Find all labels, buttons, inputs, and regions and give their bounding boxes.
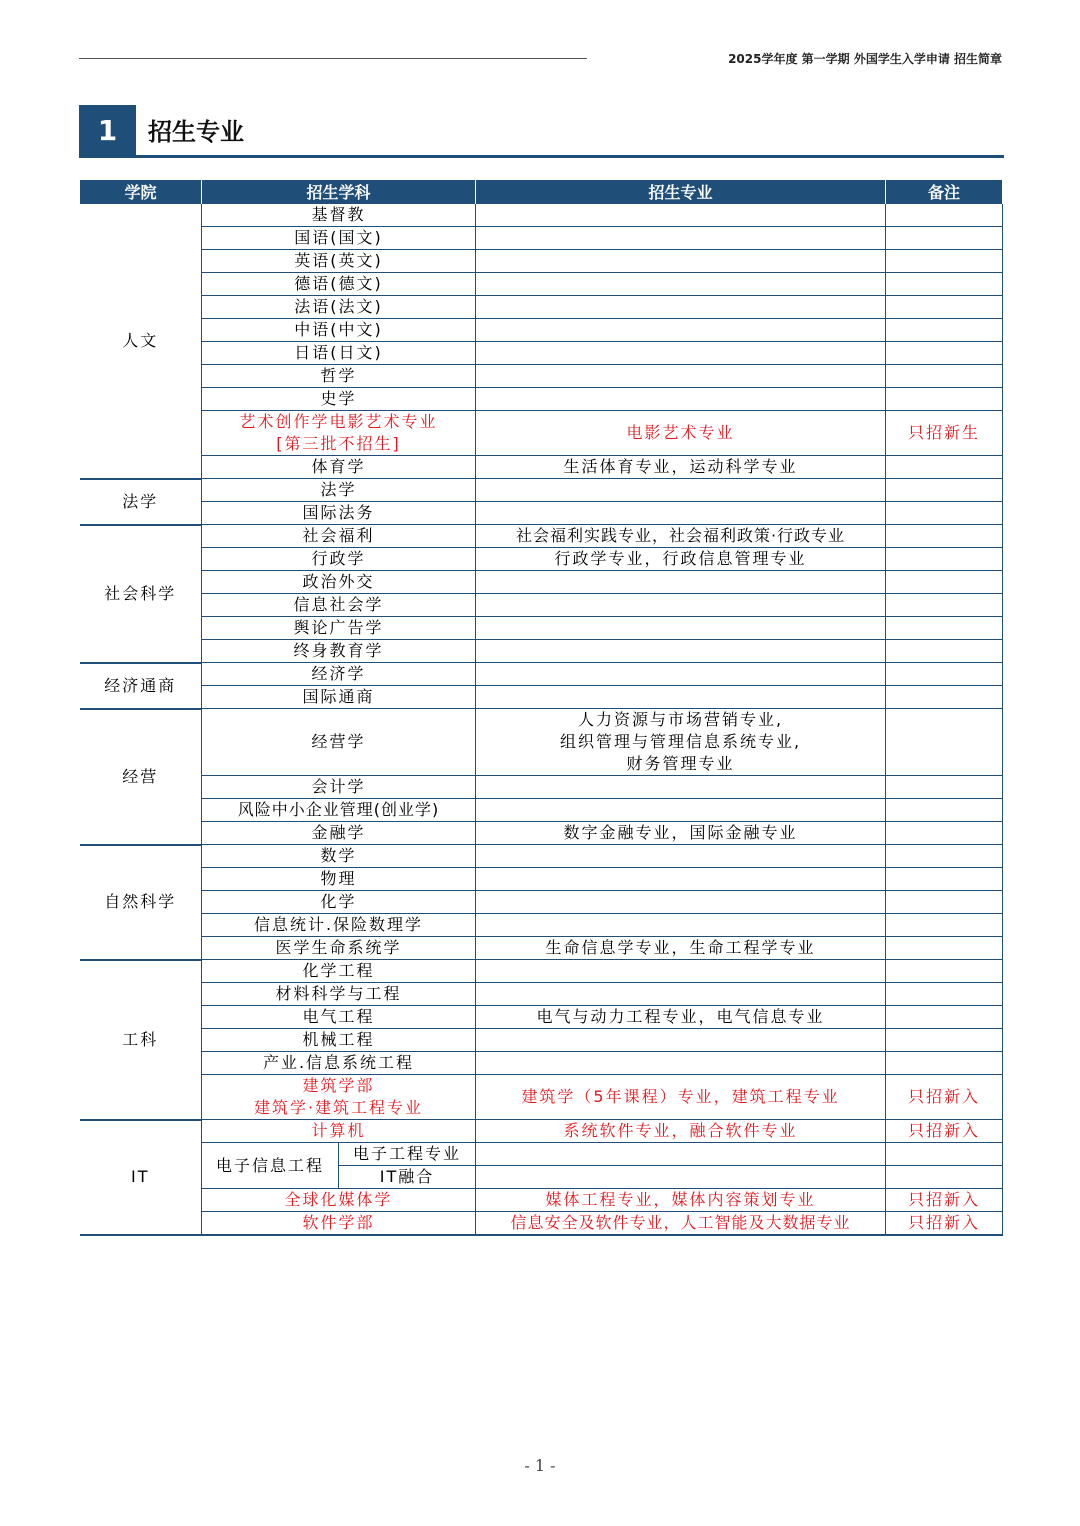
subject-cell: 舆论广告学 — [202, 617, 476, 640]
note-cell — [886, 686, 1003, 709]
note-cell — [886, 227, 1003, 250]
note-cell — [886, 250, 1003, 273]
major-cell — [476, 983, 886, 1006]
section-rule — [79, 155, 1004, 158]
major-cell — [476, 709, 886, 776]
subject-cell: 英语(英文) — [202, 250, 476, 273]
note-cell — [886, 548, 1003, 571]
major-cell — [476, 845, 886, 868]
table-row — [80, 914, 1003, 937]
subject-cell: 史学 — [202, 388, 476, 411]
college-cell: IT — [80, 1120, 202, 1236]
subject-cell: 数学 — [202, 845, 476, 868]
header-rule — [79, 58, 587, 59]
note-cell — [886, 273, 1003, 296]
subject-cell: 金融学 — [202, 822, 476, 845]
table-row — [80, 617, 1003, 640]
subject-cell: 日语(日文) — [202, 342, 476, 365]
major-cell — [476, 319, 886, 342]
table-row — [80, 822, 1003, 845]
note-cell — [886, 914, 1003, 937]
subject-cell: 计算机 — [202, 1120, 476, 1143]
col-header-major: 招生专业 — [476, 180, 886, 204]
document-header-title: 2025学年度 第一学期 外国学生入学申请 招生简章 — [728, 52, 1002, 66]
table-row — [80, 1143, 1003, 1166]
note-cell — [886, 937, 1003, 960]
note-cell — [886, 571, 1003, 594]
subject-cell: 基督教 — [202, 204, 476, 227]
table-header-row — [80, 180, 1003, 204]
note-cell: 只招新入 — [886, 1189, 1003, 1212]
major-cell — [476, 776, 886, 799]
section-title: 招生专业 — [148, 118, 244, 146]
note-cell: 只招新入 — [886, 1120, 1003, 1143]
subject-line: 建筑学·建筑工程专业 — [253, 1098, 424, 1117]
table-row — [80, 250, 1003, 273]
table-row — [80, 960, 1003, 983]
table-row — [80, 1075, 1003, 1120]
subject-cell: 信息社会学 — [202, 594, 476, 617]
major-line: 人力资源与市场营销专业, — [577, 710, 784, 729]
table-row — [80, 1052, 1003, 1075]
note-cell — [886, 296, 1003, 319]
major-cell — [476, 479, 886, 502]
subject-cell: 风险中小企业管理(创业学) — [202, 799, 476, 822]
table-row — [80, 983, 1003, 1006]
college-cell: 社会科学 — [80, 525, 202, 663]
note-cell — [886, 891, 1003, 914]
major-cell: 生活体育专业，运动科学专业 — [476, 456, 886, 479]
table-row — [80, 342, 1003, 365]
table-row — [80, 388, 1003, 411]
note-cell — [886, 617, 1003, 640]
major-cell — [476, 686, 886, 709]
note-cell — [886, 1006, 1003, 1029]
subject-cell: 社会福利 — [202, 525, 476, 548]
subject-cell: 电气工程 — [202, 1006, 476, 1029]
major-cell — [476, 663, 886, 686]
table-row — [80, 204, 1003, 227]
table-row — [80, 502, 1003, 525]
major-cell — [476, 502, 886, 525]
subject-cell: 材料科学与工程 — [202, 983, 476, 1006]
major-cell — [476, 640, 886, 663]
table-row — [80, 273, 1003, 296]
major-cell — [476, 960, 886, 983]
section-number: 1 — [79, 105, 136, 155]
subject-cell: 国际通商 — [202, 686, 476, 709]
college-cell: 经济通商 — [80, 663, 202, 709]
major-cell: 媒体工程专业，媒体内容策划专业 — [476, 1189, 886, 1212]
table-row — [80, 548, 1003, 571]
note-cell — [886, 525, 1003, 548]
table-row — [80, 868, 1003, 891]
table-row — [80, 319, 1003, 342]
table-row — [80, 891, 1003, 914]
table-row — [80, 571, 1003, 594]
table-row — [80, 937, 1003, 960]
major-cell — [476, 571, 886, 594]
subject-cell: 经营学 — [202, 709, 476, 776]
note-cell — [886, 1166, 1003, 1189]
note-cell — [886, 204, 1003, 227]
subject-cell — [202, 411, 476, 456]
major-cell: 数字金融专业，国际金融专业 — [476, 822, 886, 845]
college-cell: 人文 — [80, 204, 202, 479]
college-cell: 法学 — [80, 479, 202, 525]
major-cell — [476, 388, 886, 411]
college-cell: 经营 — [80, 709, 202, 845]
sub-subject-cell: IT融合 — [339, 1166, 476, 1189]
major-cell — [476, 342, 886, 365]
note-cell — [886, 1143, 1003, 1166]
subject-cell: 经济学 — [202, 663, 476, 686]
major-line: 财务管理专业 — [626, 754, 735, 773]
major-cell — [476, 914, 886, 937]
table-row — [80, 686, 1003, 709]
college-cell: 自然科学 — [80, 845, 202, 960]
page-number: - 1 - — [524, 1456, 556, 1475]
note-cell — [886, 845, 1003, 868]
major-cell — [476, 1143, 886, 1166]
table-row — [80, 227, 1003, 250]
table-row — [80, 1212, 1003, 1236]
subject-cell: 政治外交 — [202, 571, 476, 594]
note-cell — [886, 342, 1003, 365]
subject-cell: 哲学 — [202, 365, 476, 388]
table-row — [80, 663, 1003, 686]
subject-cell: 化学工程 — [202, 960, 476, 983]
major-line: 组织管理与管理信息系统专业, — [559, 732, 802, 751]
note-cell — [886, 776, 1003, 799]
note-cell — [886, 960, 1003, 983]
college-cell: 工科 — [80, 960, 202, 1120]
note-cell — [886, 594, 1003, 617]
subject-line: 建筑学部 — [302, 1076, 375, 1095]
table-row — [80, 456, 1003, 479]
table-row — [80, 799, 1003, 822]
note-cell — [886, 479, 1003, 502]
major-cell: 系统软件专业，融合软件专业 — [476, 1120, 886, 1143]
major-cell — [476, 250, 886, 273]
table-row — [80, 845, 1003, 868]
note-cell — [886, 388, 1003, 411]
note-cell — [886, 663, 1003, 686]
subject-cell: 会计学 — [202, 776, 476, 799]
subject-line: 艺术创作学电影艺术专业 — [239, 412, 438, 431]
note-cell — [886, 640, 1003, 663]
note-cell — [886, 456, 1003, 479]
table-row — [80, 296, 1003, 319]
subject-cell: 国语(国文) — [202, 227, 476, 250]
major-cell: 行政学专业，行政信息管理专业 — [476, 548, 886, 571]
table-row — [80, 411, 1003, 456]
sub-subject-cell: 电子工程专业 — [339, 1143, 476, 1166]
subject-cell: 德语(德文) — [202, 273, 476, 296]
note-cell — [886, 365, 1003, 388]
subject-cell: 电子信息工程 — [202, 1143, 339, 1189]
major-cell: 电气与动力工程专业，电气信息专业 — [476, 1006, 886, 1029]
major-cell — [476, 799, 886, 822]
note-cell — [886, 799, 1003, 822]
subject-cell: 终身教育学 — [202, 640, 476, 663]
subject-cell: 中语(中文) — [202, 319, 476, 342]
subject-cell: 全球化媒体学 — [202, 1189, 476, 1212]
table-row — [80, 776, 1003, 799]
subject-cell: 物理 — [202, 868, 476, 891]
subject-cell: 信息统计.保险数理学 — [202, 914, 476, 937]
major-cell — [476, 1052, 886, 1075]
note-cell — [886, 983, 1003, 1006]
major-cell: 生命信息学专业，生命工程学专业 — [476, 937, 886, 960]
major-cell: 信息安全及软件专业，人工智能及大数据专业 — [476, 1212, 886, 1236]
table-row — [80, 709, 1003, 776]
table-row — [80, 525, 1003, 548]
subject-cell: 产业.信息系统工程 — [202, 1052, 476, 1075]
subject-line: [第三批不招生] — [276, 434, 401, 453]
admission-table — [79, 180, 1003, 1236]
table-row — [80, 365, 1003, 388]
major-cell — [476, 1029, 886, 1052]
note-cell — [886, 1029, 1003, 1052]
subject-cell: 医学生命系统学 — [202, 937, 476, 960]
note-cell — [886, 822, 1003, 845]
table-row — [80, 640, 1003, 663]
col-header-subject: 招生学科 — [202, 180, 476, 204]
note-cell — [886, 319, 1003, 342]
subject-cell: 机械工程 — [202, 1029, 476, 1052]
note-cell — [886, 502, 1003, 525]
note-cell — [886, 1052, 1003, 1075]
major-cell — [476, 227, 886, 250]
table-row — [80, 1120, 1003, 1143]
col-header-college: 学院 — [80, 180, 202, 204]
note-cell — [886, 709, 1003, 776]
table-row — [80, 594, 1003, 617]
major-cell — [476, 617, 886, 640]
major-cell — [476, 594, 886, 617]
subject-cell: 国际法务 — [202, 502, 476, 525]
subject-cell: 行政学 — [202, 548, 476, 571]
major-cell: 社会福利实践专业，社会福利政策·行政专业 — [476, 525, 886, 548]
table-row — [80, 479, 1003, 502]
major-cell — [476, 868, 886, 891]
major-cell — [476, 273, 886, 296]
subject-cell: 体育学 — [202, 456, 476, 479]
col-header-note: 备注 — [886, 180, 1003, 204]
major-cell — [476, 204, 886, 227]
subject-cell — [202, 1075, 476, 1120]
subject-cell: 法语(法文) — [202, 296, 476, 319]
subject-cell: 法学 — [202, 479, 476, 502]
major-cell — [476, 1166, 886, 1189]
note-cell: 只招新入 — [886, 1075, 1003, 1120]
subject-cell: 软件学部 — [202, 1212, 476, 1236]
table-row — [80, 1189, 1003, 1212]
table-row — [80, 1029, 1003, 1052]
note-cell: 只招新生 — [886, 411, 1003, 456]
note-cell: 只招新入 — [886, 1212, 1003, 1236]
major-cell: 建筑学（5年课程）专业，建筑工程专业 — [476, 1075, 886, 1120]
subject-cell: 化学 — [202, 891, 476, 914]
major-cell — [476, 365, 886, 388]
table-row — [80, 1006, 1003, 1029]
major-cell: 电影艺术专业 — [476, 411, 886, 456]
major-cell — [476, 891, 886, 914]
major-cell — [476, 296, 886, 319]
note-cell — [886, 868, 1003, 891]
